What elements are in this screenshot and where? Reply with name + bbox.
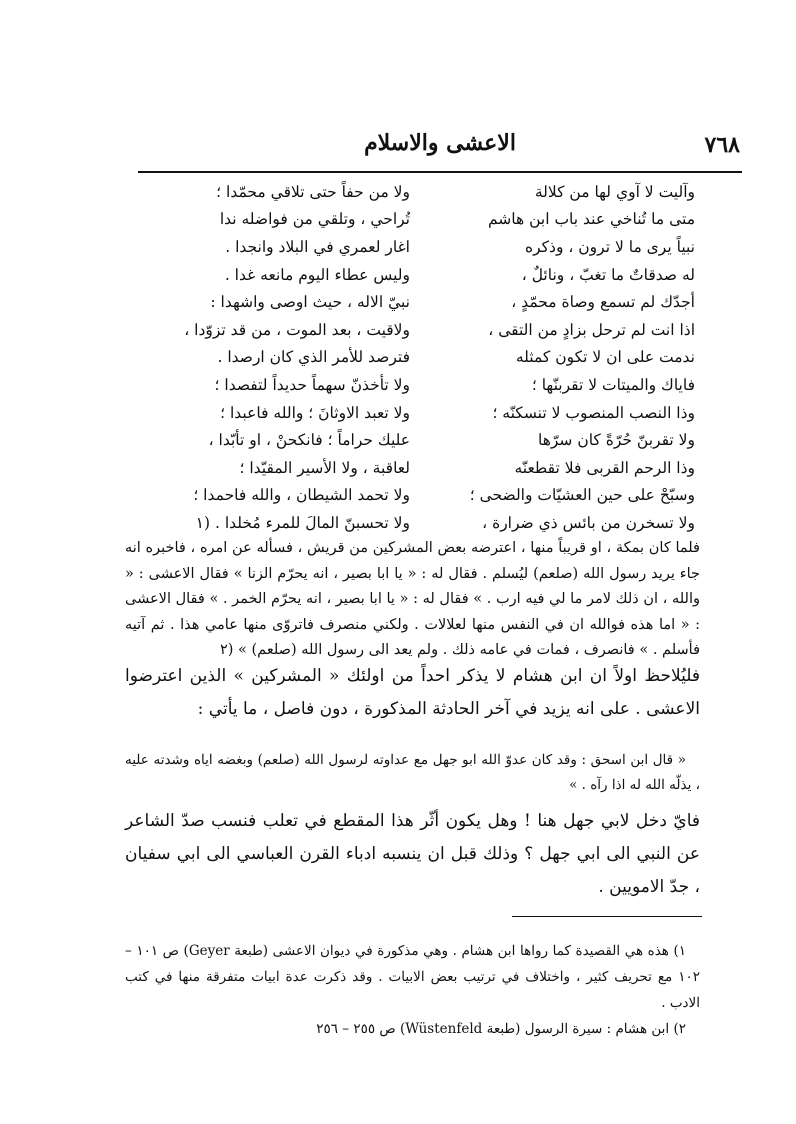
second-hemistich: ولا تحمد الشيطان ، والله فاحمدا ؛ bbox=[193, 486, 410, 505]
poem-verse bbox=[150, 454, 695, 482]
second-hemistich: تُراحي ، وتلقي من فواضله ندا bbox=[219, 210, 410, 229]
poem-verse bbox=[150, 482, 695, 510]
poem-verse bbox=[150, 261, 695, 289]
second-hemistich: وليس عطاء اليوم مانعه غدا . bbox=[224, 265, 410, 284]
second-hemistich: ولا تأخذنّ سهماً حديداً لتفصدا ؛ bbox=[214, 375, 410, 394]
poem-verse bbox=[150, 371, 695, 399]
first-hemistich: له صدقاتٌ ما تغبّ ، ونائلٌ ، bbox=[521, 265, 695, 284]
footnote-separator bbox=[512, 916, 702, 917]
first-hemistich: ولا تسخرن من بائس ذي ضرارة ، bbox=[482, 513, 695, 532]
first-hemistich: وذا الرحم القربى فلا تقطعنّه bbox=[514, 458, 695, 477]
first-hemistich: وذا النصب المنصوب لا تنسكنّه ؛ bbox=[492, 403, 695, 422]
first-hemistich: ولا تقربنّ حُرّةً كان سرّها bbox=[537, 431, 695, 450]
running-title: الاعشى والاسلام bbox=[364, 130, 516, 156]
header-rule bbox=[138, 171, 742, 173]
first-hemistich: نبياً يرى ما لا ترون ، وذكره bbox=[525, 237, 695, 256]
narrative-paragraph: فلما كان بمكة ، او قريباً منها ، اعترضه بعض المشركين من قريش ، فسأله عن امره ، فاخبره انه جاء يريد رسول الله (صلعم) ليُسلم . فقال له : « يا ابا بصير ، انه يحرّم الزنا » فقال الاعشى : « والله ، ان ذلك لامر ما لي فيه ارب . » فقال له : « يا ابا بصير ، انه يحرّم الخمر . » فقال الاعشى : « اما هذه فوالله ان في النفس منها لعلالات . ولكني منصرف فاتروّى منها عامي هذا . ثم آتيه فأسلم . » فانصرف ، فمات في عامه ذلك . ولم يعد الى رسول الله (صلعم) » (٢ bbox=[125, 540, 700, 658]
footnotes bbox=[125, 938, 700, 1042]
poem-verse bbox=[150, 344, 695, 372]
first-hemistich: وسبّحْ على حين العشيّات والضحى ؛ bbox=[469, 486, 695, 505]
second-hemistich: عليك حراماً ؛ فانكحنْ ، او تأبّدا ، bbox=[208, 431, 410, 450]
running-header bbox=[140, 128, 740, 164]
second-hemistich: فترصد للأمر الذي كان ارصدا . bbox=[217, 348, 410, 367]
first-hemistich: وآليت لا آوي لها من كلالة bbox=[534, 182, 695, 201]
poem-verse bbox=[150, 426, 695, 454]
second-hemistich: ولا تعبد الاوثانَ ؛ والله فاعبدا ؛ bbox=[220, 403, 410, 422]
first-hemistich: اذا انت لم ترحل بزادٍ من التقى ، bbox=[488, 320, 695, 339]
first-hemistich: فاياك والميتات لا تقربنّها ؛ bbox=[531, 375, 695, 394]
poem-verse bbox=[150, 288, 695, 316]
second-hemistich: اغار لعمري في البلاد وانجدا . bbox=[225, 237, 410, 256]
poem-verse bbox=[150, 233, 695, 261]
second-hemistich: لعاقبة ، ولا الأسير المقيّدا ؛ bbox=[239, 458, 410, 477]
poem bbox=[150, 178, 695, 537]
poem-verse bbox=[150, 178, 695, 206]
commentary-paragraph: فليُلاحظ اولاً ان ابن هشام لا يذكر احداً من اولئك « المشركين » الذين اعترضوا الاعشى . على انه يزيد في آخر الحادثة المذكورة ، دون فاصل ، ما يأتي : bbox=[125, 666, 700, 719]
footnote-1: ١) هذه هي القصيدة كما رواها ابن هشام . وهي مذكورة في ديوان الاعشى (طبعة Geyer) ص ١٠١ – ١٠٢ مع تحريف كثير ، واختلاف في ترتيب بعض الابيات . وقد ذكرت عدة ابيات متفرقة منها في كتب الادب . bbox=[125, 943, 700, 1011]
first-hemistich: ندمت على ان لا تكون كمثله bbox=[515, 348, 695, 367]
second-hemistich: ولا تحسبنّ المالَ للمرء مُخلدا . (١ bbox=[195, 513, 410, 532]
second-hemistich: نبيّ الاله ، حيث اوصى واشهدا : bbox=[210, 293, 410, 312]
second-hemistich: ولا من حفاً حتى تلاقي محمّدا ؛ bbox=[216, 182, 410, 201]
first-hemistich: أجدّك لم تسمع وصاة محمّدٍ ، bbox=[511, 293, 695, 312]
footnote-2: ٢) ابن هشام : سيرة الرسول (طبعة Wüstenfeld) ص ٢٥٥ – ٢٥٦ bbox=[316, 1021, 686, 1037]
quotation-paragraph: « قال ابن اسحق : وقد كان عدوّ الله ابو جهل مع عداوته لرسول الله (صلعم) وبغضه اياه وشدته عليه ، يذلّه الله له اذا رآه . » bbox=[125, 752, 700, 793]
poem-verse bbox=[150, 316, 695, 344]
poem-verse bbox=[150, 206, 695, 234]
first-hemistich: متى ما تُناخي عند باب ابن هاشم bbox=[487, 210, 695, 229]
page-number: ٧٦٨ bbox=[704, 132, 740, 158]
poem-verse bbox=[150, 509, 695, 537]
poem-verse bbox=[150, 399, 695, 427]
commentary-paragraph-2: فايّ دخل لابي جهل هنا ! وهل يكون أثّر هذا المقطع في تعلب فنسب صدّ الشاعر عن النبي الى ابي جهل ؟ وذلك قبل ان ينسبه ادباء القرن العباسي الى ابي سفيان ، جدّ الامويين . bbox=[125, 811, 700, 897]
second-hemistich: ولاقيت ، بعد الموت ، من قد تزوّدا ، bbox=[184, 320, 410, 339]
